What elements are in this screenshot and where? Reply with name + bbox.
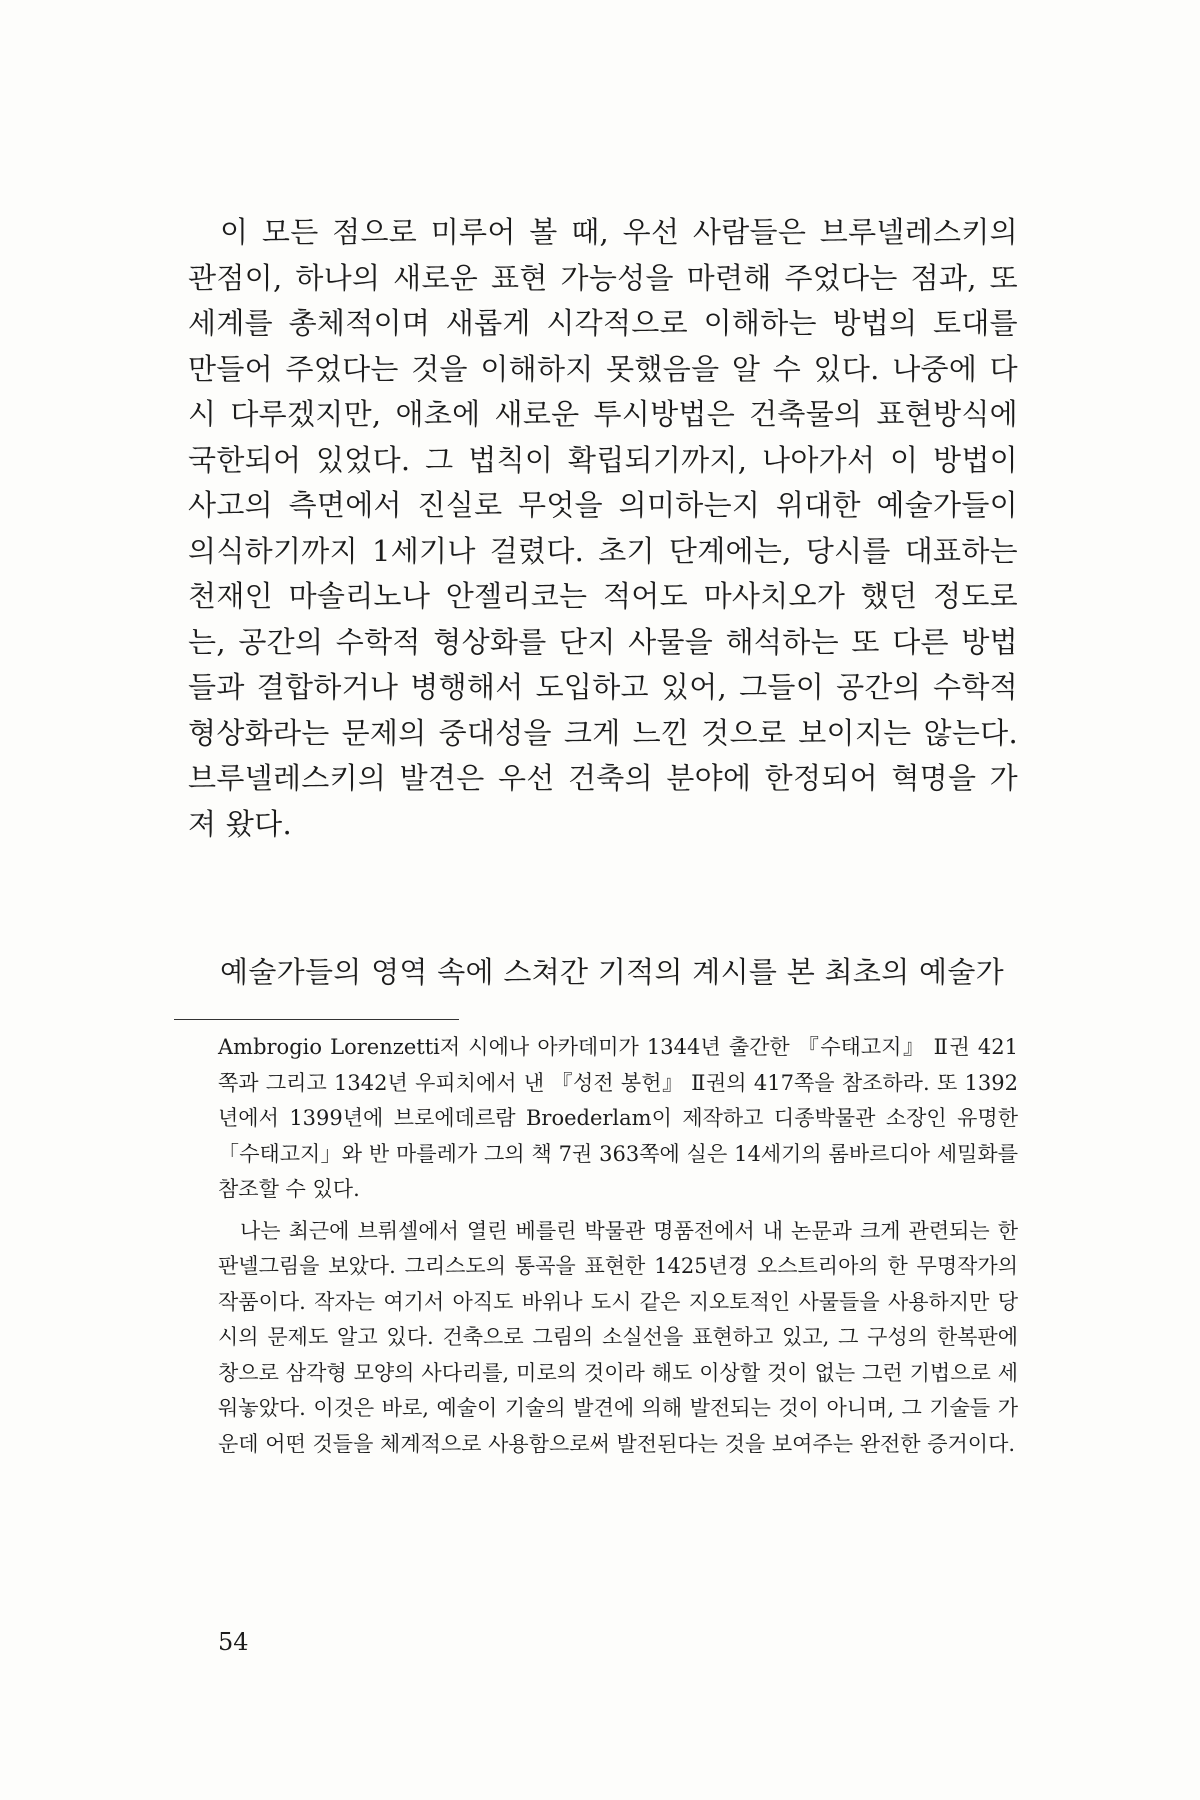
footnote-divider (174, 1019, 459, 1020)
body-paragraph: 이 모든 점으로 미루어 볼 때, 우선 사람들은 브루넬레스키의 관점이, 하나의 새로운 표현 가능성을 마련해 주었다는 점과, 또 세계를 총체적이며 새롭게 시각적으로 이해하는 방법의 토대를 만들어 주었다는 것을 이해하지 못했음을 알 수 있다. 나중에 다시 다루겠지만, 애초에 새로운 투시방법은 건축물의 표현방식에 국한되어 있었다. 그 법칙이 확립되기까지, 나아가서 이 방법이 사고의 측면에서 진실로 무엇을 의미하는지 위대한 예술가들이 의식하기까지 1세기나 걸렸다. 초기 단계에는, 당시를 대표하는 천재인 마솔리노나 안젤리코는 적어도 마사치오가 했던 정도로는, 공간의 수학적 형상화를 단지 사물을 해석하는 또 다른 방법들과 결합하거나 병행해서 도입하고 있어, 그들이 공간의 수학적 형상화라는 문제의 중대성을 크게 느낀 것으로 보이지는 않는다. 브루넬레스키의 발견은 우선 건축의 분야에 한정되어 혁명을 가져 왔다. (188, 215, 1018, 841)
page-number: 54 (218, 1628, 249, 1656)
footnote-1: Ambrogio Lorenzetti저 시에나 아카데미가 1344년 출간한 『수태고지』 Ⅱ권 421쪽과 그리고 1342년 우피치에서 낸 『성전 봉헌』 Ⅱ권의 417쪽을 참조하라. 또 1392년에서 1399년에 브로에데르람 Broederlam이 제작하고 디종박물관 소장인 유명한 「수태고지」와 반 마를레가 그의 책 7권 363쪽에 실은 14세기의 롬바르디아 세밀화를 참조할 수 있다. (218, 1035, 1018, 1201)
footnote-2: 나는 최근에 브뤼셀에서 열린 베를린 박물관 명품전에서 내 논문과 크게 관련되는 한 판넬그림을 보았다. 그리스도의 통곡을 표현한 1425년경 오스트리아의 한 무명작가의 작품이다. 작자는 여기서 아직도 바위나 도시 같은 지오토적인 사물들을 사용하지만 당시의 문제도 알고 있다. 건축으로 그림의 소실선을 표현하고 있고, 그 구성의 한복판에 창으로 삼각형 모양의 사다리를, 미로의 것이라 해도 이상할 것이 없는 그런 기법으로 세워놓았다. 이것은 바로, 예술이 기술의 발견에 의해 발전되는 것이 아니며, 그 기술들 가운데 어떤 것들을 체계적으로 사용함으로써 발전된다는 것을 보여주는 완전한 증거이다. (218, 1218, 1018, 1456)
body-continuation-line: 예술가들의 영역 속에 스쳐간 기적의 계시를 본 최초의 예술가 (220, 955, 1004, 989)
footnotes (218, 1030, 1018, 1462)
